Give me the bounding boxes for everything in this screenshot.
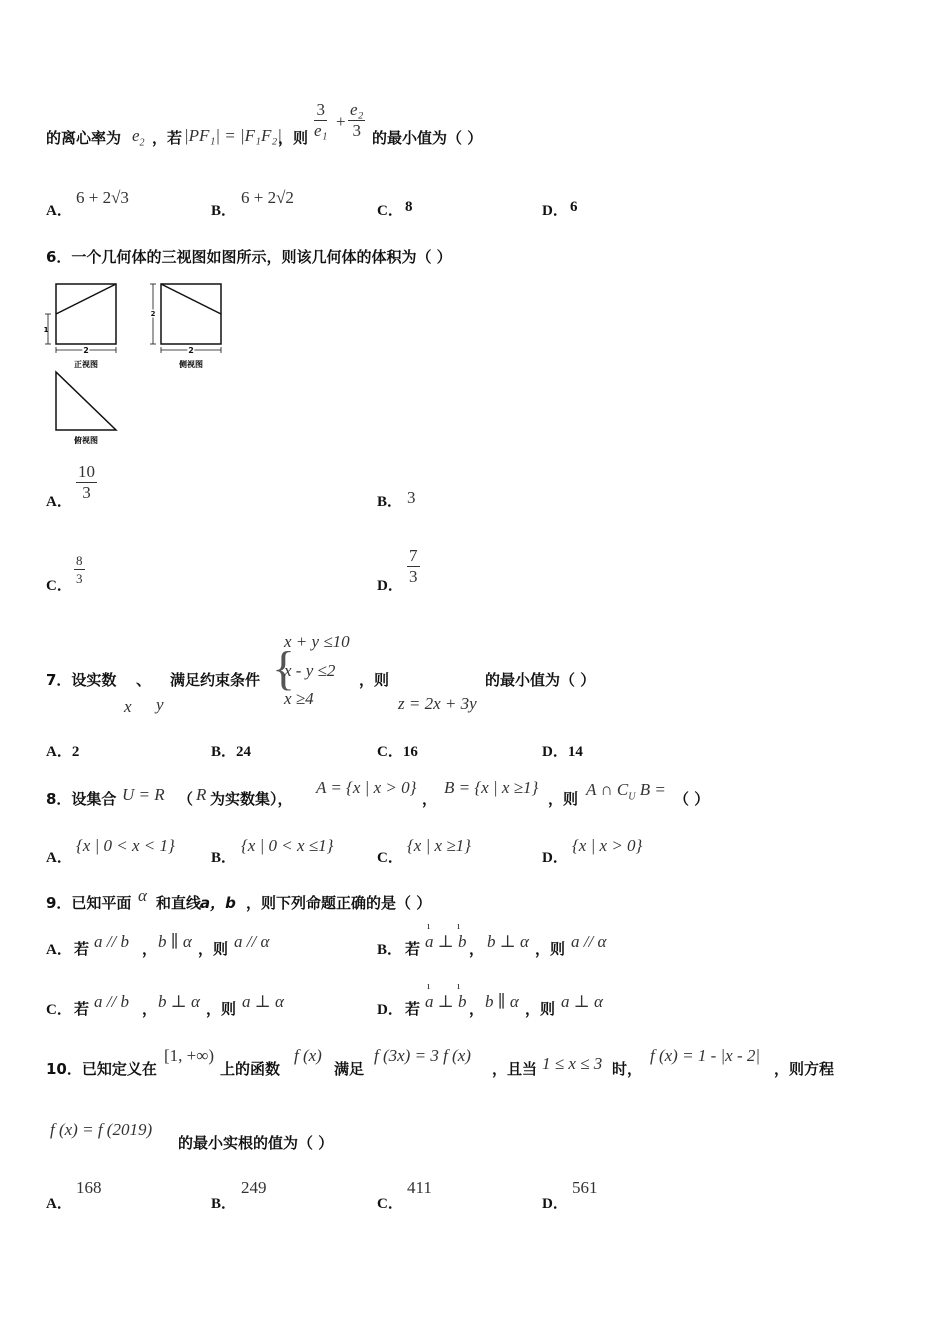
q7-constraint-3: x ≥4 [284,689,314,708]
q7-stem-line: 7．设实数 、 满足约束条件 x y { x + y ≤10 x - y ≤2 x ≥4 ，则 z = 2x + 3y 的最小值为（ ） [46,628,926,718]
q5-ruo: ，若 [152,129,183,147]
q7-option-a: A．2 [46,744,80,760]
q8-universal-set: U = R [122,785,165,804]
q8-set-b: B = {x | x ≥1} [444,778,539,797]
q10-relation: f (3x) = 3 f (x) [374,1046,471,1065]
q10-options: A． 168 B． 249 C． 411 D． 561 [46,1178,598,1212]
top-view [56,372,116,445]
q7-var-y: y [156,695,164,714]
q5-options: A． 6 + 2√3 B． 6 + 2√2 C． 8 D． 6 [46,188,578,219]
svg-text:1: 1 [43,326,49,334]
q5-plus: + [336,112,346,131]
q5-e2: $e_2$ [132,126,145,149]
q5-stem-cont: 的离心率为 [46,129,122,147]
side-view [150,284,221,369]
q6-three-view-figure [40,276,240,450]
svg-text:俯视图: 俯视图 [74,436,98,445]
q7-constraint-2: x - y ≤2 [284,661,336,680]
q8-set-a: A = {x | x > 0} [316,778,417,797]
q5-ze: ，则 [278,129,309,147]
q7-option-b: B．24 [211,744,252,760]
q7-option-c: C．16 [377,744,418,760]
q5-frac2: $\frac{\text{e₂}}{3}$ [350,100,364,140]
front-view [44,284,116,369]
svg-text:2: 2 [150,310,156,318]
q8-options: A． {x | 0 < x < 1} B． {x | 0 < x ≤1} C． {x | x ≥1} D． {x | x > 0} [46,836,643,866]
q10-stem-line-2: f (x) = f (2019) 的最小实根的值为（ ） [50,1120,334,1152]
q7-option-d: D．14 [542,744,583,760]
q5-frac1: $\frac{3}{\text{e₁}}$ [314,100,328,140]
q7-constraint-1: x + y ≤10 [284,632,350,651]
q8-stem-line: 8．设集合 U = R （ R 为实数集）， A = {x | x > 0} ， B = {x | x ≥1} ，则 A ∩ $C_U$ B = （ ） [46,778,710,808]
q7-options [46,740,926,764]
q6-stem: 6．一个几何体的三视图如图所示，则该几何体的体积为（ ） [46,248,452,266]
q10-stem-line-1: 10．已知定义在 [1, +∞) 上的函数 f (x) 满足 f (3x) = 3 f (x) ，且当 1 ≤ x ≤ 3 时， f (x) = 1 - |x - 2| ，则方程 [46,1046,835,1078]
q7-objective: z = 2x + 3y [398,694,477,713]
q10-equation: f (x) = f (2019) [50,1120,153,1139]
svg-text:侧视图: 侧视图 [179,360,203,369]
q5-abs-eq: |PF₁| = |F₁F₂| [184,126,282,145]
svg-text:2: 2 [83,346,89,355]
q8-expression: A ∩ $C_U$ B = [586,780,666,803]
q10-domain: [1, +∞) [164,1046,215,1065]
q10-condition: 1 ≤ x ≤ 3 [542,1054,603,1073]
svg-text:2: 2 [188,346,194,355]
q10-fx: f (x) [294,1046,322,1065]
q7-brace: { [272,642,296,695]
svg-text:正视图: 正视图 [74,360,98,369]
q9-stem-line: 9．已知平面 α 和直线 a，b ，则下列命题正确的是（ ） [46,886,432,912]
q5-tail: 的最小值为（ ） [372,129,483,147]
q7-var-x: x [124,697,132,716]
q10-definition: f (x) = 1 - |x - 2| [650,1046,761,1065]
